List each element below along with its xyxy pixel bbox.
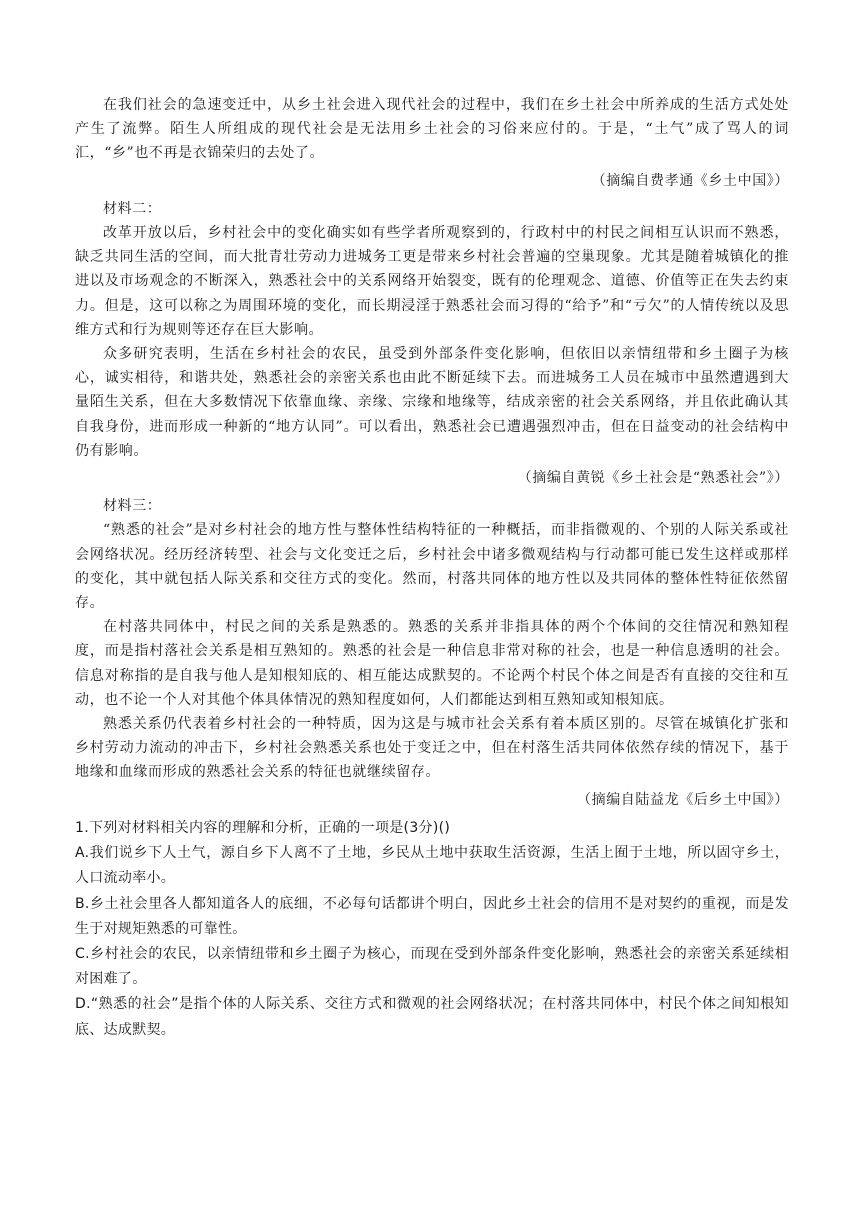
material3-source: （摘编自陆益龙《后乡土中国》） xyxy=(577,791,789,808)
material2-paragraph-1: 改革开放以后，乡村社会中的变化确实如有些学者所观察到的，行政村中的村民之间相互认识而不熟悉，缺乏共同生活的空间，而大批青壮劳动力进城务工更是带来乡村社会普遍的空巢现象。尤其是随着城镇化的推进以及市场观念的不断深入，熟悉社会中的关系网络开始裂变，既有的伦理观念、道德、价值等正在失去约束力。但是，这可以称之为周围环境的变化，而长期浸淫于熟悉社会而习得的“给予”和“亏欠”的人情传统以及思维方式和行为规则等还存在巨大影响。 xyxy=(75,225,789,338)
document-page xyxy=(75,93,789,1043)
question-1-option-d: D.“熟悉的社会”是指个体的人际关系、交往方式和微观的社会网络状况；在村落共同体中，村民个体之间知根知底、达成默契。 xyxy=(75,996,789,1038)
intro-paragraph: 在我们社会的急速变迁中，从乡土社会进入现代社会的过程中，我们在乡土社会中所养成的生活方式处处产生了流弊。陌生人所组成的现代社会是无法用乡土社会的习俗来应付的。于是，“土气”成了骂人的词汇，“乡”也不再是衣锦荣归的去处了。 xyxy=(75,97,789,162)
material3-heading: 材料三： xyxy=(103,498,162,515)
material2-heading: 材料二： xyxy=(103,200,162,217)
question-1-option-a: A.我们说乡下人土气，源自乡下人离不了土地，乡民从土地中获取生活资源，生活上囿于土地，所以固守乡土，人口流动率小。 xyxy=(75,845,789,887)
question-1-stem: 1.下列对材料相关内容的理解和分析，正确的一项是(3分)() xyxy=(75,819,451,836)
material3-paragraph-3: 熟悉关系仍代表着乡村社会的一种特质，因为这是与城市社会关系有着本质区别的。尽管在城镇化扩张和乡村劳动力流动的冲击下，乡村社会熟悉关系也处于变迁之中，但在村落生活共同体依然存续的情况下，基于地缘和血缘而形成的熟悉社会关系的特征也就继续留存。 xyxy=(75,716,789,781)
material2-source: （摘编自黄锐《乡土社会是“熟悉社会”》） xyxy=(517,470,789,487)
material3-paragraph-1: “熟悉的社会”是对乡村社会的地方性与整体性结构特征的一种概括，而非指微观的、个别的人际关系或社会网络状况。经历经济转型、社会与文化变迁之后，乡村社会中诸多微观结构与行动都可能已发生这样或那样的变化，其中就包括人际关系和交往方式的变化。然而，村落共同体的地方性以及共同体的整体性特征依然留存。 xyxy=(75,522,789,612)
question-1-option-c: C.乡村社会的农民，以亲情纽带和乡土圈子为核心，而现在受到外部条件变化影响，熟悉社会的亲密关系延续相对困难了。 xyxy=(75,945,789,988)
material3-paragraph-2: 在村落共同体中，村民之间的关系是熟悉的。熟悉的关系并非指具体的两个个体间的交往情况和熟知程度，而是指村落社会关系是相互熟知的。熟悉的社会是一种信息非常对称的社会，也是一种信息透明的社会。信息对称指的是自我与他人是知根知底的、相互能达成默契的。不论两个村民个体之间是否有直接的交往和互动，也不论一个人对其他个体具体情况的熟知程度如何，人们都能达到相互熟知或知根知底。 xyxy=(75,619,789,708)
intro-source: （摘编自费孝通《乡土中国》） xyxy=(591,172,789,189)
question-1-option-b: B.乡土社会里各人都知道各人的底细，不必每句话都讲个明白，因此乡土社会的信用不是对契约的重视，而是发生于对规矩熟悉的可靠性。 xyxy=(75,895,789,937)
material2-paragraph-2: 众多研究表明，生活在乡村社会的农民，虽受到外部条件变化影响，但依旧以亲情纽带和乡土圈子为核心，诚实相待，和谐共处，熟悉社会的亲密关系也由此不断延续下去。而进城务工人员在城市中虽然遭遇到大量陌生关系，但在大多数情况下依靠血缘、亲缘、宗缘和地缘等，结成亲密的社会关系网络，并且依此确认其自我身份，进而形成一种新的“地方认同”。可以看出，熟悉社会已遭遇强烈冲击，但在日益变动的社会结构中仍有影响。 xyxy=(75,346,789,459)
